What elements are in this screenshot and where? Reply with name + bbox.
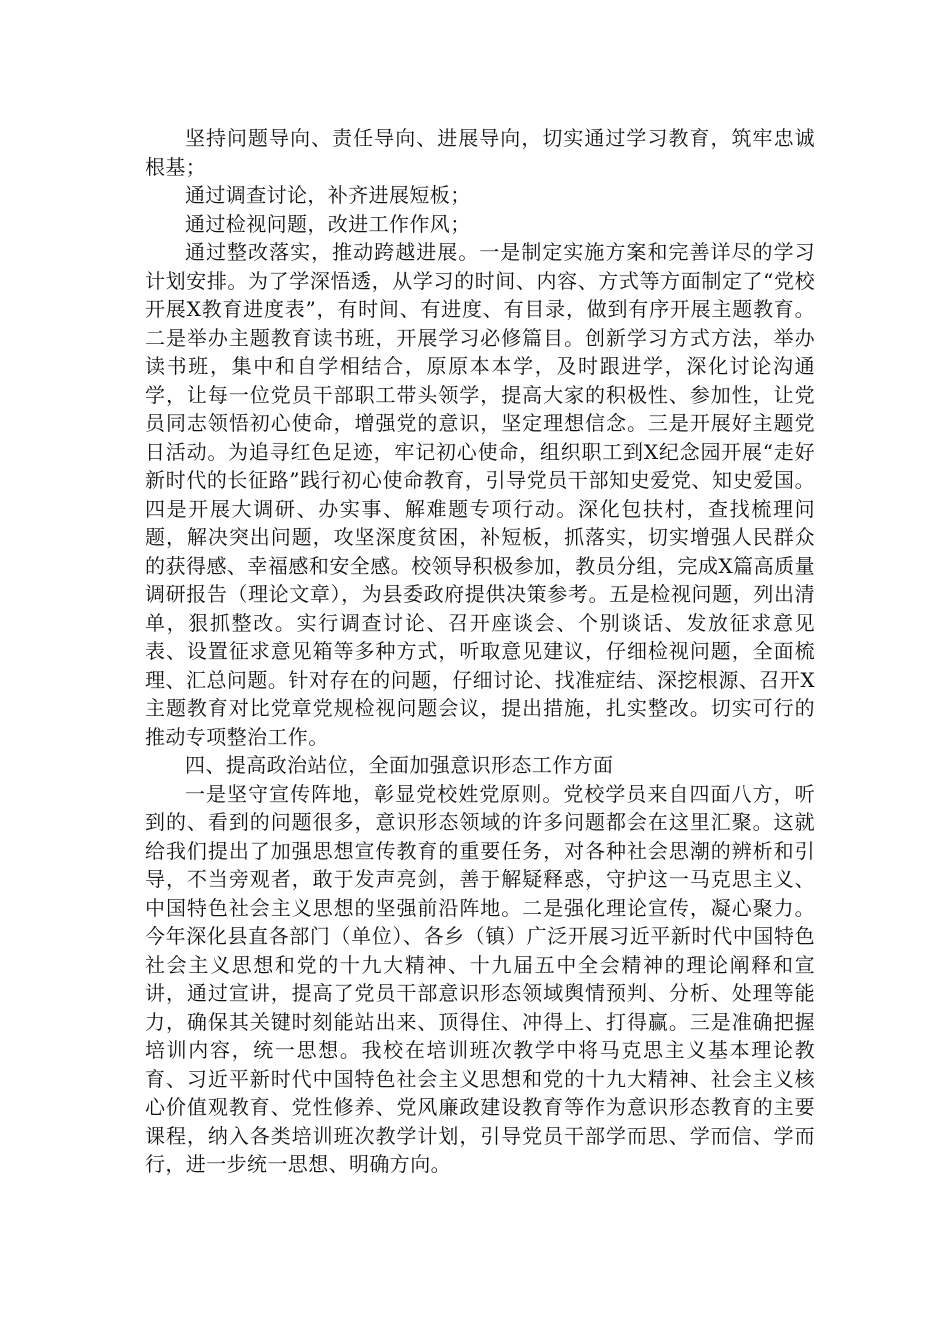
document-body xyxy=(145,124,815,1179)
paragraph: 通过调查讨论，补齐进展短板； xyxy=(185,183,471,207)
paragraph: 坚持问题导向、责任导向、进展导向，切实通过学习教育，筑牢忠诚根基； xyxy=(145,126,815,179)
section-heading: 四、提高政治站位，全面加强意识形态工作方面 xyxy=(185,753,614,777)
paragraph: 通过检视问题，改进工作作风； xyxy=(185,211,471,236)
paragraph: 一是坚守宣传阵地，彰显党校姓党原则。党校学员来自四面八方，听到的、看到的问题很多，意识形态领域的许多问题都会在这里汇聚。这就给我们提出了加强思想宣传教育的重要任务，对各种社会思潮的辨析和引导，不当旁观者，敢于发声亮剑，善于解疑释惑，守护这一马克思主义、中国特色社会主义思想的坚强前沿阵地。二是强化理论宣传，凝心聚力。今年深化县直各部门（单位）、各乡（镇）广泛开展习近平新时代中国特色社会主义思想和党的十九大精神、十九届五中全会精神的理论阐释和宣讲，通过宣讲，提高了党员干部意识形态领域舆情预判、分析、处理等能力，确保其关键时刻能站出来、顶得住、冲得上、打得赢。三是准确把握培训内容，统一思想。我校在培训班次教学中将马克思主义基本理论教育、习近平新时代中国特色社会主义思想和党的十九大精神、社会主义核心价值观教育、党性修养、党风廉政建设教育等作为意识形态教育的主要课程，纳入各类培训班次教学计划，引导党员干部学而思、学而信、学而行，进一步统一思想、明确方向。 xyxy=(145,781,815,1176)
paragraph: 通过整改落实，推动跨越进展。一是制定实施方案和完善详尽的学习计划安排。为了学深悟透，从学习的时间、内容、方式等方面制定了“党校开展X教育进度表”，有时间、有进度、有目录，做到有序开展主题教育。二是举办主题教育读书班，开展学习必修篇目。创新学习方式方法，举办读书班，集中和自学相结合，原原本本学，及时跟进学，深化讨论沟通学，让每一位党员干部职工带头领学，提高大家的积极性、参加性，让党员同志领悟初心使命，增强党的意识，坚定理想信念。三是开展好主题党日活动。为追寻红色足迹，牢记初心使命，组织职工到X纪念园开展“走好新时代的长征路”践行初心使命教育，引导党员干部知史爱党、知史爱国。四是开展大调研、办实事、解难题专项行动。深化包扶村，查找梳理问题，解决突出问题，攻坚深度贫困，补短板，抓落实，切实增强人民群众的获得感、幸福感和安全感。校领导积极参加，教员分组，完成X篇高质量调研报告（理论文章），为县委政府提供决策参考。五是检视问题，列出清单，狠抓整改。实行调查讨论、召开座谈会、个别谈话、发放征求意见表、设置征求意见箱等多种方式，听取意见建议，仔细检视问题，全面梳理、汇总问题。针对存在的问题，仔细讨论、找准症结、深挖根源、召开X主题教育对比党章党规检视问题会议，提出措施，扎实整改。切实可行的推动专项整治工作。 xyxy=(145,240,815,749)
